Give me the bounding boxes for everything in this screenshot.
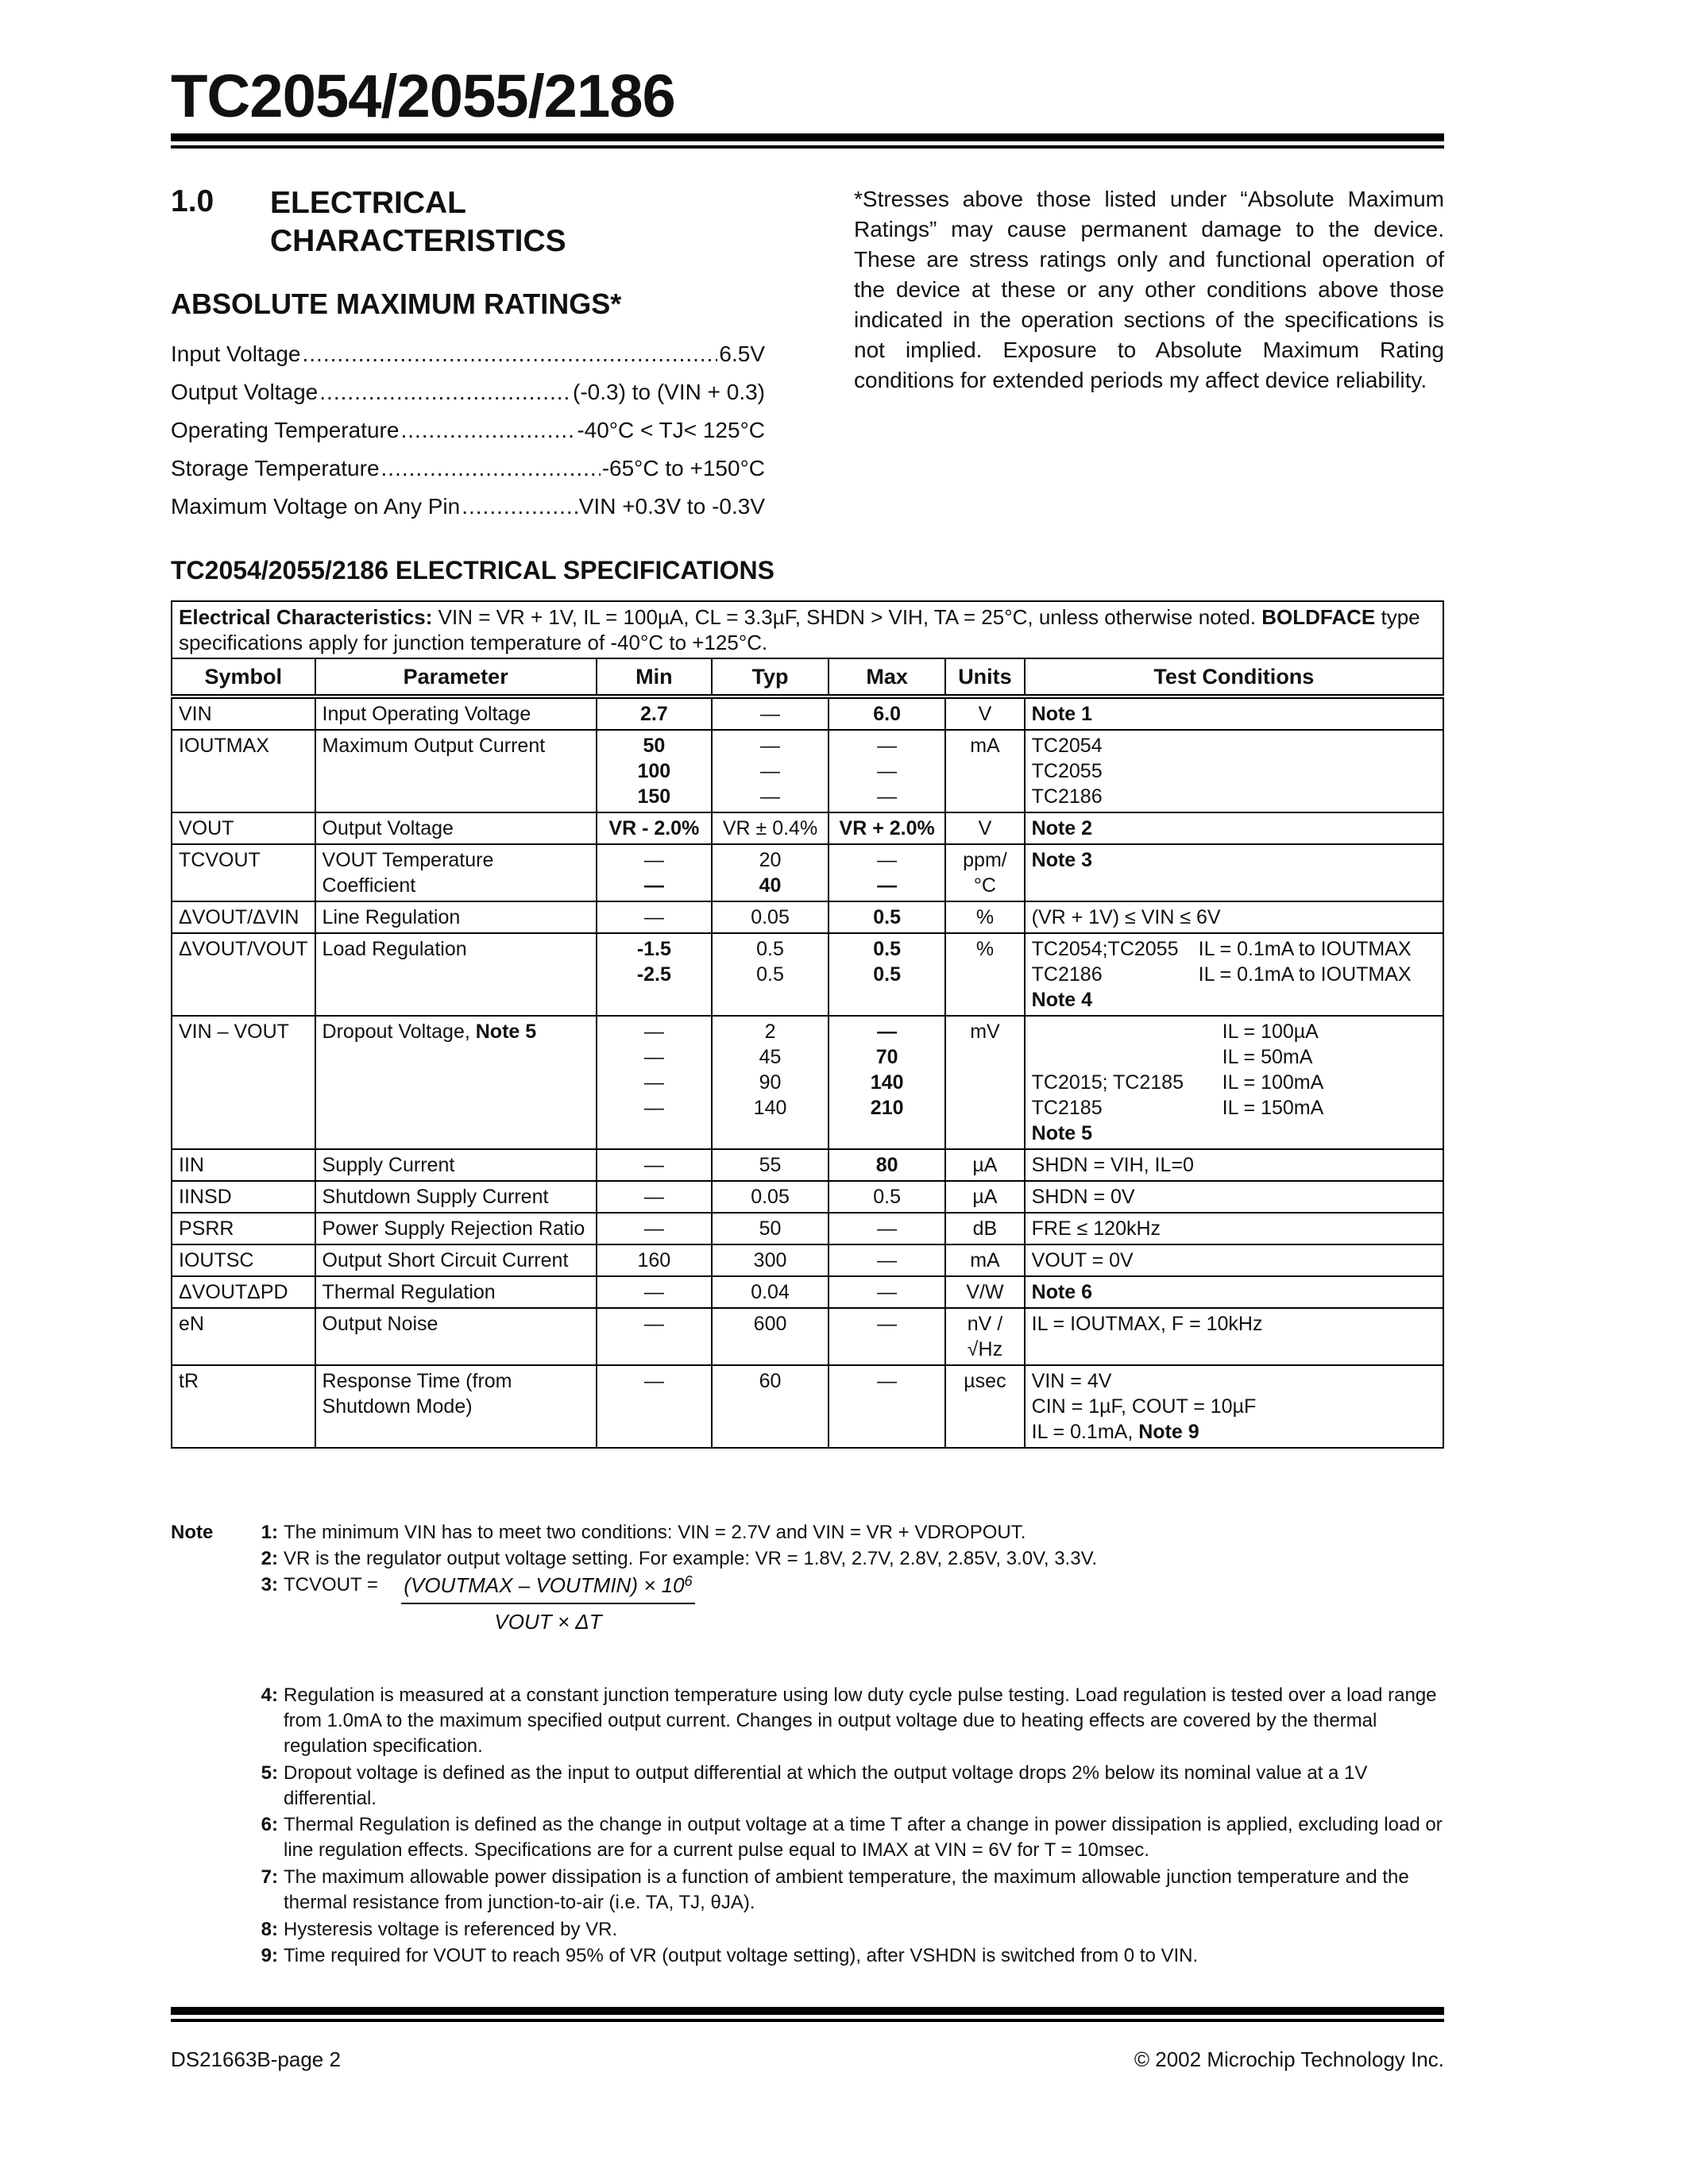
max-cell	[829, 933, 945, 1016]
conditions-cell	[1025, 730, 1443, 812]
cell-line: 0.5	[873, 938, 902, 960]
cell-line: —	[760, 760, 781, 782]
parameter-cell: Output Noise	[315, 1308, 597, 1365]
note-text: Regulation is measured at a constant junction temperature using low duty cycle pulse testing. Load regulation is tested over a load range from 1.0mA to the maximum specified output current. Changes in output voltage due to heating effects are covered by the thermal regulation specification.	[284, 1684, 1437, 1757]
max-cell: VR + 2.0%	[829, 812, 945, 844]
min-cell: —	[597, 1149, 712, 1181]
units-cell: mA	[945, 730, 1024, 812]
table-row	[172, 1213, 1443, 1244]
table-row	[172, 901, 1443, 933]
rating-row	[171, 494, 765, 526]
header-rule-thin	[171, 145, 1444, 149]
symbol-cell: VIN	[172, 696, 315, 730]
cond-text: IL = 0.1mA,	[1031, 1421, 1134, 1443]
parameter-cell: Shutdown Supply Current	[315, 1181, 597, 1213]
dot-leader	[319, 380, 571, 405]
units-cell: mA	[945, 1244, 1024, 1276]
parameter-cell: Response Time (from Shutdown Mode)	[315, 1365, 597, 1448]
units-cell: V	[945, 696, 1024, 730]
dot-leader	[462, 494, 577, 519]
cell-line: —	[877, 785, 898, 808]
typ-cell: 50	[712, 1213, 829, 1244]
col-header: Typ	[712, 658, 829, 696]
table-row	[172, 933, 1443, 1016]
notes-label: Note	[171, 1522, 214, 1543]
conditions-row	[172, 601, 1443, 658]
parameter-cell: Supply Current	[315, 1149, 597, 1181]
formula-numerator: (VOUTMAX – VOUTMIN) × $10^6$	[401, 1572, 695, 1604]
cell-line	[1032, 1419, 1436, 1445]
note-item	[171, 1572, 1444, 1644]
conditions-cell: FRE ≤ 120kHz	[1025, 1213, 1443, 1244]
formula-exponent: 6	[684, 1573, 693, 1589]
conditions-cell	[1025, 933, 1443, 1016]
units-cell: V	[945, 812, 1024, 844]
amr-title: ABSOLUTE MAXIMUM RATINGS*	[171, 287, 622, 320]
table-row	[172, 812, 1443, 844]
units-cell: V/W	[945, 1276, 1024, 1308]
cell-line: 210	[870, 1097, 904, 1119]
rating-label: Output Voltage	[171, 380, 319, 404]
cell-line: TC2055	[1031, 760, 1103, 782]
typ-cell: —	[712, 696, 829, 730]
cond-text: IL = 0.1mA to IOUTMAX	[1198, 938, 1412, 960]
typ-cell	[712, 1016, 829, 1149]
table-row	[172, 1365, 1443, 1448]
cell-line: —	[760, 785, 781, 808]
max-cell: 80	[829, 1149, 945, 1181]
min-cell: 160	[597, 1244, 712, 1276]
cell-line: 0.5	[756, 938, 784, 960]
cell-line	[1032, 936, 1436, 962]
header-row	[172, 658, 1443, 696]
max-cell: —	[829, 1365, 945, 1448]
note-number: 2:	[261, 1548, 278, 1569]
dot-leader	[400, 418, 575, 443]
cell-line: 140	[870, 1071, 904, 1094]
note-number: 7:	[261, 1866, 278, 1888]
cell-line: 100	[637, 760, 671, 782]
dot-leader	[302, 341, 717, 367]
cell-line: 140	[753, 1097, 787, 1119]
units-cell: %	[945, 933, 1024, 1016]
parameter-cell: Power Supply Rejection Ratio	[315, 1213, 597, 1244]
symbol-cell: ΔVOUT/VOUT	[172, 933, 315, 1016]
cell-line: —	[877, 760, 898, 782]
device-label: TC2185	[1031, 1097, 1103, 1119]
dot-leader	[381, 456, 601, 481]
max-cell: —	[829, 1213, 945, 1244]
cell-line: TC2186	[1031, 785, 1103, 808]
table-row	[172, 844, 1443, 901]
footer-rule-thick	[171, 2007, 1444, 2015]
header-rule-thick	[171, 133, 1444, 141]
cell-line: 90	[759, 1071, 782, 1094]
note-text: Thermal Regulation is defined as the change in output voltage at a time T after a change in power dissipation is applied, excluding load or line regulation effects. Specifications are for a current pulse equal to IMAX at VIN = 6V for T = 10msec.	[284, 1814, 1443, 1861]
conditions-label: Electrical Characteristics:	[179, 605, 433, 629]
symbol-cell: eN	[172, 1308, 315, 1365]
table-row	[172, 696, 1443, 730]
max-cell: —	[829, 1276, 945, 1308]
note-text: VR is the regulator output voltage setting. For example: VR = 1.8V, 2.7V, 2.8V, 2.85V, 3.0V, 3.3V.	[284, 1548, 1098, 1569]
footer-doc-id: DS21663B-page 2	[171, 2047, 341, 2071]
cell-line: —	[877, 735, 898, 757]
parameter-cell: Output Voltage	[315, 812, 597, 844]
cell-line: -1.5	[636, 938, 671, 960]
cell-line: —	[643, 849, 664, 871]
conditions-cell: VOUT = 0V	[1025, 1244, 1443, 1276]
tcvout-formula	[401, 1572, 695, 1634]
symbol-cell: VOUT	[172, 812, 315, 844]
cell-line: 0.5	[873, 963, 902, 986]
conditions-cell: SHDN = 0V	[1025, 1181, 1443, 1213]
conditions-cell: (VR + 1V) ≤ VIN ≤ 6V	[1025, 901, 1443, 933]
device-label: TC2186	[1031, 963, 1103, 986]
parameter-cell	[315, 1016, 597, 1149]
conditions-text: VIN = VR + 1V, IL = 100µA, CL = 3.3µF, SHDN > VIH, TA = 25°C, unless otherwise noted.	[438, 605, 1256, 629]
cell-line: 45	[759, 1046, 782, 1068]
typ-cell: 0.05	[712, 901, 829, 933]
max-cell	[829, 844, 945, 901]
footer-copyright: © 2002 Microchip Technology Inc.	[1134, 2047, 1444, 2071]
cell-line: —	[877, 1021, 898, 1043]
rating-row	[171, 380, 765, 411]
parameter-cell: Load Regulation	[315, 933, 597, 1016]
table-row	[172, 1181, 1443, 1213]
cell-line: 70	[875, 1046, 898, 1068]
table-row	[172, 1016, 1443, 1149]
rating-row	[171, 341, 765, 373]
note-number: 9:	[261, 1945, 278, 1966]
conditions-tail: type specifications apply for junction temperature of -40°C to +125°C.	[179, 605, 1420, 654]
section-title: ELECTRICAL CHARACTERISTICS	[270, 186, 566, 258]
cell-line: Note 5	[1031, 1122, 1093, 1144]
cell-line	[1032, 1019, 1436, 1044]
note-text: The minimum VIN has to meet two conditions: VIN = 2.7V and VIN = VR + VDROPOUT.	[284, 1522, 1026, 1543]
specs-heading: TC2054/2055/2186 ELECTRICAL SPECIFICATIONS	[171, 556, 774, 585]
cell-line: 40	[759, 874, 782, 897]
rating-label: Input Voltage	[171, 341, 301, 366]
max-cell: 6.0	[829, 696, 945, 730]
cell-line: —	[877, 874, 898, 897]
typ-cell	[712, 730, 829, 812]
typ-cell	[712, 933, 829, 1016]
symbol-cell: IIN	[172, 1149, 315, 1181]
note-text: Hysteresis voltage is referenced by VR.	[284, 1919, 618, 1940]
symbol-cell: ΔVOUTΔPD	[172, 1276, 315, 1308]
cell-line: -2.5	[636, 963, 671, 986]
table-row	[172, 730, 1443, 812]
units-cell: mV	[945, 1016, 1024, 1149]
note-number: 1:	[261, 1522, 278, 1543]
min-cell: 2.7	[597, 696, 712, 730]
rating-value: -40°C < TJ< 125°C	[577, 418, 765, 442]
table-row	[172, 1308, 1443, 1365]
conditions-cell	[1025, 1016, 1443, 1149]
conditions-cell: Note 3	[1025, 844, 1443, 901]
units-cell: µA	[945, 1181, 1024, 1213]
min-cell: —	[597, 1308, 712, 1365]
rating-label: Operating Temperature	[171, 418, 400, 442]
page-title: TC2054/2055/2186	[171, 63, 675, 130]
min-cell: —	[597, 1276, 712, 1308]
cond-text: IL = 100mA	[1222, 1071, 1324, 1094]
min-cell: VR - 2.0%	[597, 812, 712, 844]
units-cell: dB	[945, 1213, 1024, 1244]
col-header: Units	[945, 658, 1024, 696]
table-row	[172, 1149, 1443, 1181]
note-number: 4:	[261, 1684, 278, 1706]
typ-cell: 600	[712, 1308, 829, 1365]
min-cell	[597, 933, 712, 1016]
symbol-cell: ΔVOUT/ΔVIN	[172, 901, 315, 933]
typ-cell	[712, 844, 829, 901]
symbol-cell: VIN – VOUT	[172, 1016, 315, 1149]
parameter-cell: Output Short Circuit Current	[315, 1244, 597, 1276]
cond-note: Note 9	[1138, 1421, 1199, 1443]
max-cell	[829, 730, 945, 812]
parameter-cell: Maximum Output Current	[315, 730, 597, 812]
max-cell: 0.5	[829, 901, 945, 933]
cond-text: IL = 100µA	[1222, 1021, 1319, 1043]
conditions-cell: Note 2	[1025, 812, 1443, 844]
symbol-cell: IOUTMAX	[172, 730, 315, 812]
symbol-cell: IOUTSC	[172, 1244, 315, 1276]
note-text: The maximum allowable power dissipation is a function of ambient temperature, the maximum allowable junction temperature and the thermal resistance from junction-to-air (i.e. TA, TJ, θJA).	[284, 1866, 1409, 1913]
conditions-cell	[1025, 1365, 1443, 1448]
rating-label: Maximum Voltage on Any Pin	[171, 494, 461, 519]
conditions-bold: BOLDFACE	[1261, 605, 1376, 629]
col-header: Parameter	[315, 658, 597, 696]
cell-line: 50	[643, 735, 666, 757]
cell-line	[1032, 1070, 1436, 1095]
col-header: Max	[829, 658, 945, 696]
footer-rule-thin	[171, 2019, 1444, 2022]
parameter-cell: Input Operating Voltage	[315, 696, 597, 730]
cell-line: —	[877, 849, 898, 871]
units-cell: %	[945, 901, 1024, 933]
symbol-cell: PSRR	[172, 1213, 315, 1244]
symbol-cell: TCVOUT	[172, 844, 315, 901]
stress-disclaimer: *Stresses above those listed under “Absolute Maximum Ratings” may cause permanent damage to the device. These are stress ratings only and functional operation of the device at these or any other conditions above those indicated in the operation sections of the specifications is not implied. Exposure to Absolute Maximum Rating conditions for extended periods my affect device reliability.	[854, 187, 1444, 392]
cell-line: 2	[764, 1021, 776, 1043]
cond-text: IL = 0.1mA to IOUTMAX	[1198, 963, 1412, 986]
table-row	[172, 1276, 1443, 1308]
formula-denominator: VOUT × ΔT	[494, 1610, 602, 1634]
typ-cell: 300	[712, 1244, 829, 1276]
col-header: Symbol	[172, 658, 315, 696]
col-header: Test Conditions	[1025, 658, 1443, 696]
cell-line: Note 4	[1031, 989, 1093, 1011]
note-number: 6:	[261, 1814, 278, 1835]
cell-line: 0.5	[756, 963, 784, 986]
note-text: Dropout voltage is defined as the input to output differential at which the output voltage drops 2% below its nominal value at a 1V differential.	[284, 1762, 1368, 1809]
min-cell	[597, 730, 712, 812]
rating-row	[171, 456, 765, 488]
typ-cell: 55	[712, 1149, 829, 1181]
rating-label: Storage Temperature	[171, 456, 380, 480]
rating-row	[171, 418, 765, 450]
note-number: 5:	[261, 1762, 278, 1784]
electrical-spec-table	[171, 600, 1444, 1449]
parameter-cell: Line Regulation	[315, 901, 597, 933]
max-cell: —	[829, 1244, 945, 1276]
cell-line: —	[643, 1046, 664, 1068]
cell-line: CIN = 1µF, COUT = 10µF	[1031, 1395, 1257, 1418]
device-label: TC2015; TC2185	[1031, 1071, 1184, 1094]
max-cell: —	[829, 1308, 945, 1365]
cond-text: IL = 50mA	[1222, 1046, 1313, 1068]
max-cell: 0.5	[829, 1181, 945, 1213]
rating-value: 6.5V	[719, 341, 765, 366]
cell-line: —	[643, 874, 664, 897]
conditions-cell: IL = IOUTMAX, F = 10kHz	[1025, 1308, 1443, 1365]
note-text: Time required for VOUT to reach 95% of VR (output voltage setting), after VSHDN is switched from 0 to VIN.	[284, 1945, 1199, 1966]
cell-line: —	[643, 1097, 664, 1119]
min-cell: —	[597, 901, 712, 933]
conditions-cell: Note 1	[1025, 696, 1443, 730]
col-header: Min	[597, 658, 712, 696]
units-cell: nV / √Hz	[945, 1308, 1024, 1365]
cell-line: —	[760, 735, 781, 757]
conditions-cell: SHDN = VIH, IL=0	[1025, 1149, 1443, 1181]
max-cell	[829, 1016, 945, 1149]
typ-cell: 60	[712, 1365, 829, 1448]
typ-cell: 0.04	[712, 1276, 829, 1308]
min-cell: —	[597, 1181, 712, 1213]
rating-value: -65°C to +150°C	[601, 456, 765, 480]
parameter-cell: Thermal Regulation	[315, 1276, 597, 1308]
symbol-cell: IINSD	[172, 1181, 315, 1213]
units-cell: µsec	[945, 1365, 1024, 1448]
symbol-cell: tR	[172, 1365, 315, 1448]
table-row	[172, 1244, 1443, 1276]
cell-line: VIN = 4V	[1031, 1370, 1112, 1392]
min-cell: —	[597, 1213, 712, 1244]
cell-line: —	[643, 1021, 664, 1043]
conditions-cell	[172, 601, 1443, 658]
cell-line: TC2054	[1031, 735, 1103, 757]
cell-line: 20	[759, 849, 782, 871]
cell-line: 150	[637, 785, 671, 808]
min-cell: —	[597, 1365, 712, 1448]
section-number: 1.0	[171, 184, 214, 218]
note-text: TCVOUT =	[284, 1574, 378, 1596]
min-cell	[597, 844, 712, 901]
units-cell: µA	[945, 1149, 1024, 1181]
rating-value: VIN +0.3V to -0.3V	[578, 494, 765, 519]
rating-value: (-0.3) to (VIN + 0.3)	[573, 380, 765, 404]
cond-text: IL = 150mA	[1222, 1097, 1324, 1119]
note-number: 8:	[261, 1919, 278, 1940]
cell-line: —	[643, 1071, 664, 1094]
cell-line	[1032, 962, 1436, 987]
cell-line	[1032, 1095, 1436, 1121]
min-cell	[597, 1016, 712, 1149]
units-cell: ppm/°C	[945, 844, 1024, 901]
device-label: TC2054;TC2055	[1031, 938, 1179, 960]
note-number: 3:	[261, 1574, 278, 1596]
cell-line	[1032, 1044, 1436, 1070]
typ-cell: VR ± 0.4%	[712, 812, 829, 844]
param-text: Dropout Voltage,	[322, 1021, 470, 1043]
parameter-cell: VOUT Temperature Coefficient	[315, 844, 597, 901]
conditions-cell: Note 6	[1025, 1276, 1443, 1308]
param-note: Note 5	[475, 1021, 537, 1043]
typ-cell: 0.05	[712, 1181, 829, 1213]
